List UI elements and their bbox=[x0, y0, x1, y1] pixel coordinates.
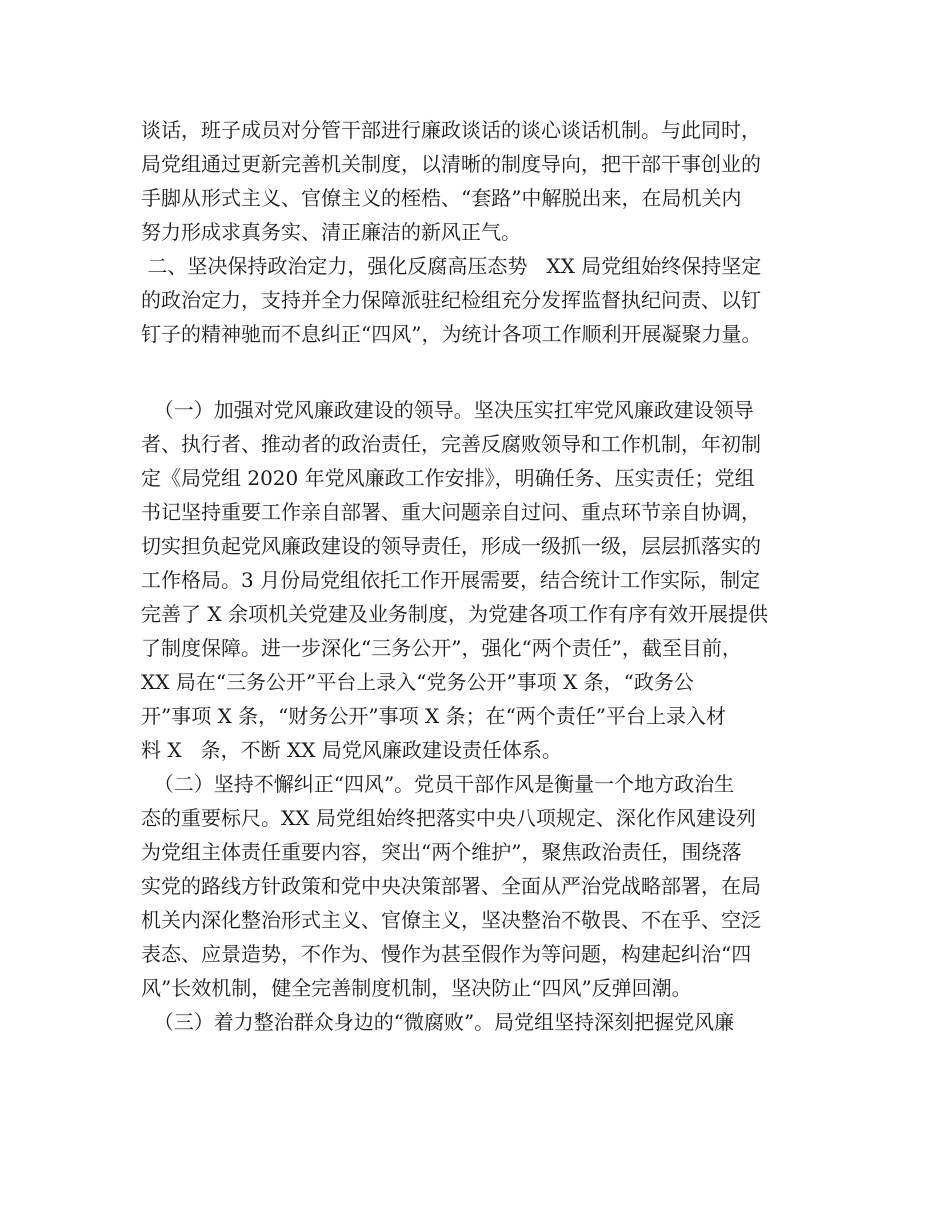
paragraph-line: 开”事项 X 条，“财务公开”事项 X 条；在“两个责任”平台上录入材 bbox=[141, 704, 727, 728]
paragraph-line: 定《局党组 2020 年党风廉政工作安排》，明确任务、压实责任；党组 bbox=[141, 466, 755, 490]
paragraph-line: 完善了 X 余项机关党建及业务制度，为党建各项工作有序有效开展提供 bbox=[141, 602, 768, 626]
paragraph-line: 努力形成求真务实、清正廉洁的新风正气。 bbox=[141, 220, 521, 244]
section-heading-line: 二、坚决保持政治定力，强化反腐高压态势 XX 局党组始终保持坚定 bbox=[141, 254, 762, 278]
paragraph-line: 为党组主体责任重要内容，突出“两个维护”，聚焦政治责任，围绕落 bbox=[141, 840, 742, 864]
paragraph-line: 机关内深化整治形式主义、官僚主义，坚决整治不敬畏、不在乎、空泛 bbox=[141, 908, 761, 932]
subsection-heading-line: （二）坚持不懈纠正“四风”。党员干部作风是衡量一个地方政治生 bbox=[141, 772, 735, 796]
paragraph-line: 局党组通过更新完善机关制度，以清晰的制度导向，把干部干事创业的 bbox=[141, 152, 761, 176]
paragraph-line: 书记坚持重要工作亲自部署、重大问题亲自过问、重点环节亲自协调， bbox=[141, 500, 761, 524]
paragraph-line: 表态、应景造势，不作为、慢作为甚至假作为等问题，构建起纠治“四 bbox=[141, 942, 752, 966]
paragraph-line: 谈话，班子成员对分管干部进行廉政谈话的谈心谈话机制。与此同时， bbox=[141, 118, 761, 142]
paragraph-line: 态的重要标尺。XX 局党组始终把落实中央八项规定、深化作风建设列 bbox=[141, 806, 756, 830]
paragraph-line: 了制度保障。进一步深化“三务公开”，强化“两个责任”，截至目前， bbox=[141, 636, 742, 660]
paragraph-line: 的政治定力，支持并全力保障派驻纪检组充分发挥监督执纪问责、以钉 bbox=[141, 288, 761, 312]
paragraph-line: 者、执行者、推动者的政治责任，完善反腐败领导和工作机制，年初制 bbox=[141, 432, 761, 456]
paragraph-line: XX 局在“三务公开”平台上录入“党务公开”事项 X 条，“政务公 bbox=[141, 670, 694, 694]
paragraph-line: 风”长效机制，健全完善制度机制，坚决防止“四风”反弹回潮。 bbox=[141, 976, 692, 1000]
paragraph-line: 切实担负起党风廉政建设的领导责任，形成一级抓一级，层层抓落实的 bbox=[141, 534, 761, 558]
subsection-heading-line: （一）加强对党风廉政建设的领导。坚决压实扛牢党风廉政建设领导 bbox=[141, 398, 754, 422]
subsection-heading-line: （三）着力整治群众身边的“微腐败”。局党组坚持深刻把握党风廉 bbox=[141, 1010, 735, 1034]
paragraph-line: 工作格局。3 月份局党组依托工作开展需要，结合统计工作实际，制定 bbox=[141, 568, 761, 592]
paragraph-line: 手脚从形式主义、官僚主义的桎梏、“套路”中解脱出来，在局机关内 bbox=[141, 186, 742, 210]
paragraph-line: 料 X 条，不断 XX 局党风廉政建设责任体系。 bbox=[141, 738, 562, 762]
paragraph-line: 钉子的精神驰而不息纠正“四风”，为统计各项工作顺利开展凝聚力量。 bbox=[141, 322, 762, 346]
paragraph-line: 实党的路线方针政策和党中央决策部署、全面从严治党战略部署，在局 bbox=[141, 874, 761, 898]
